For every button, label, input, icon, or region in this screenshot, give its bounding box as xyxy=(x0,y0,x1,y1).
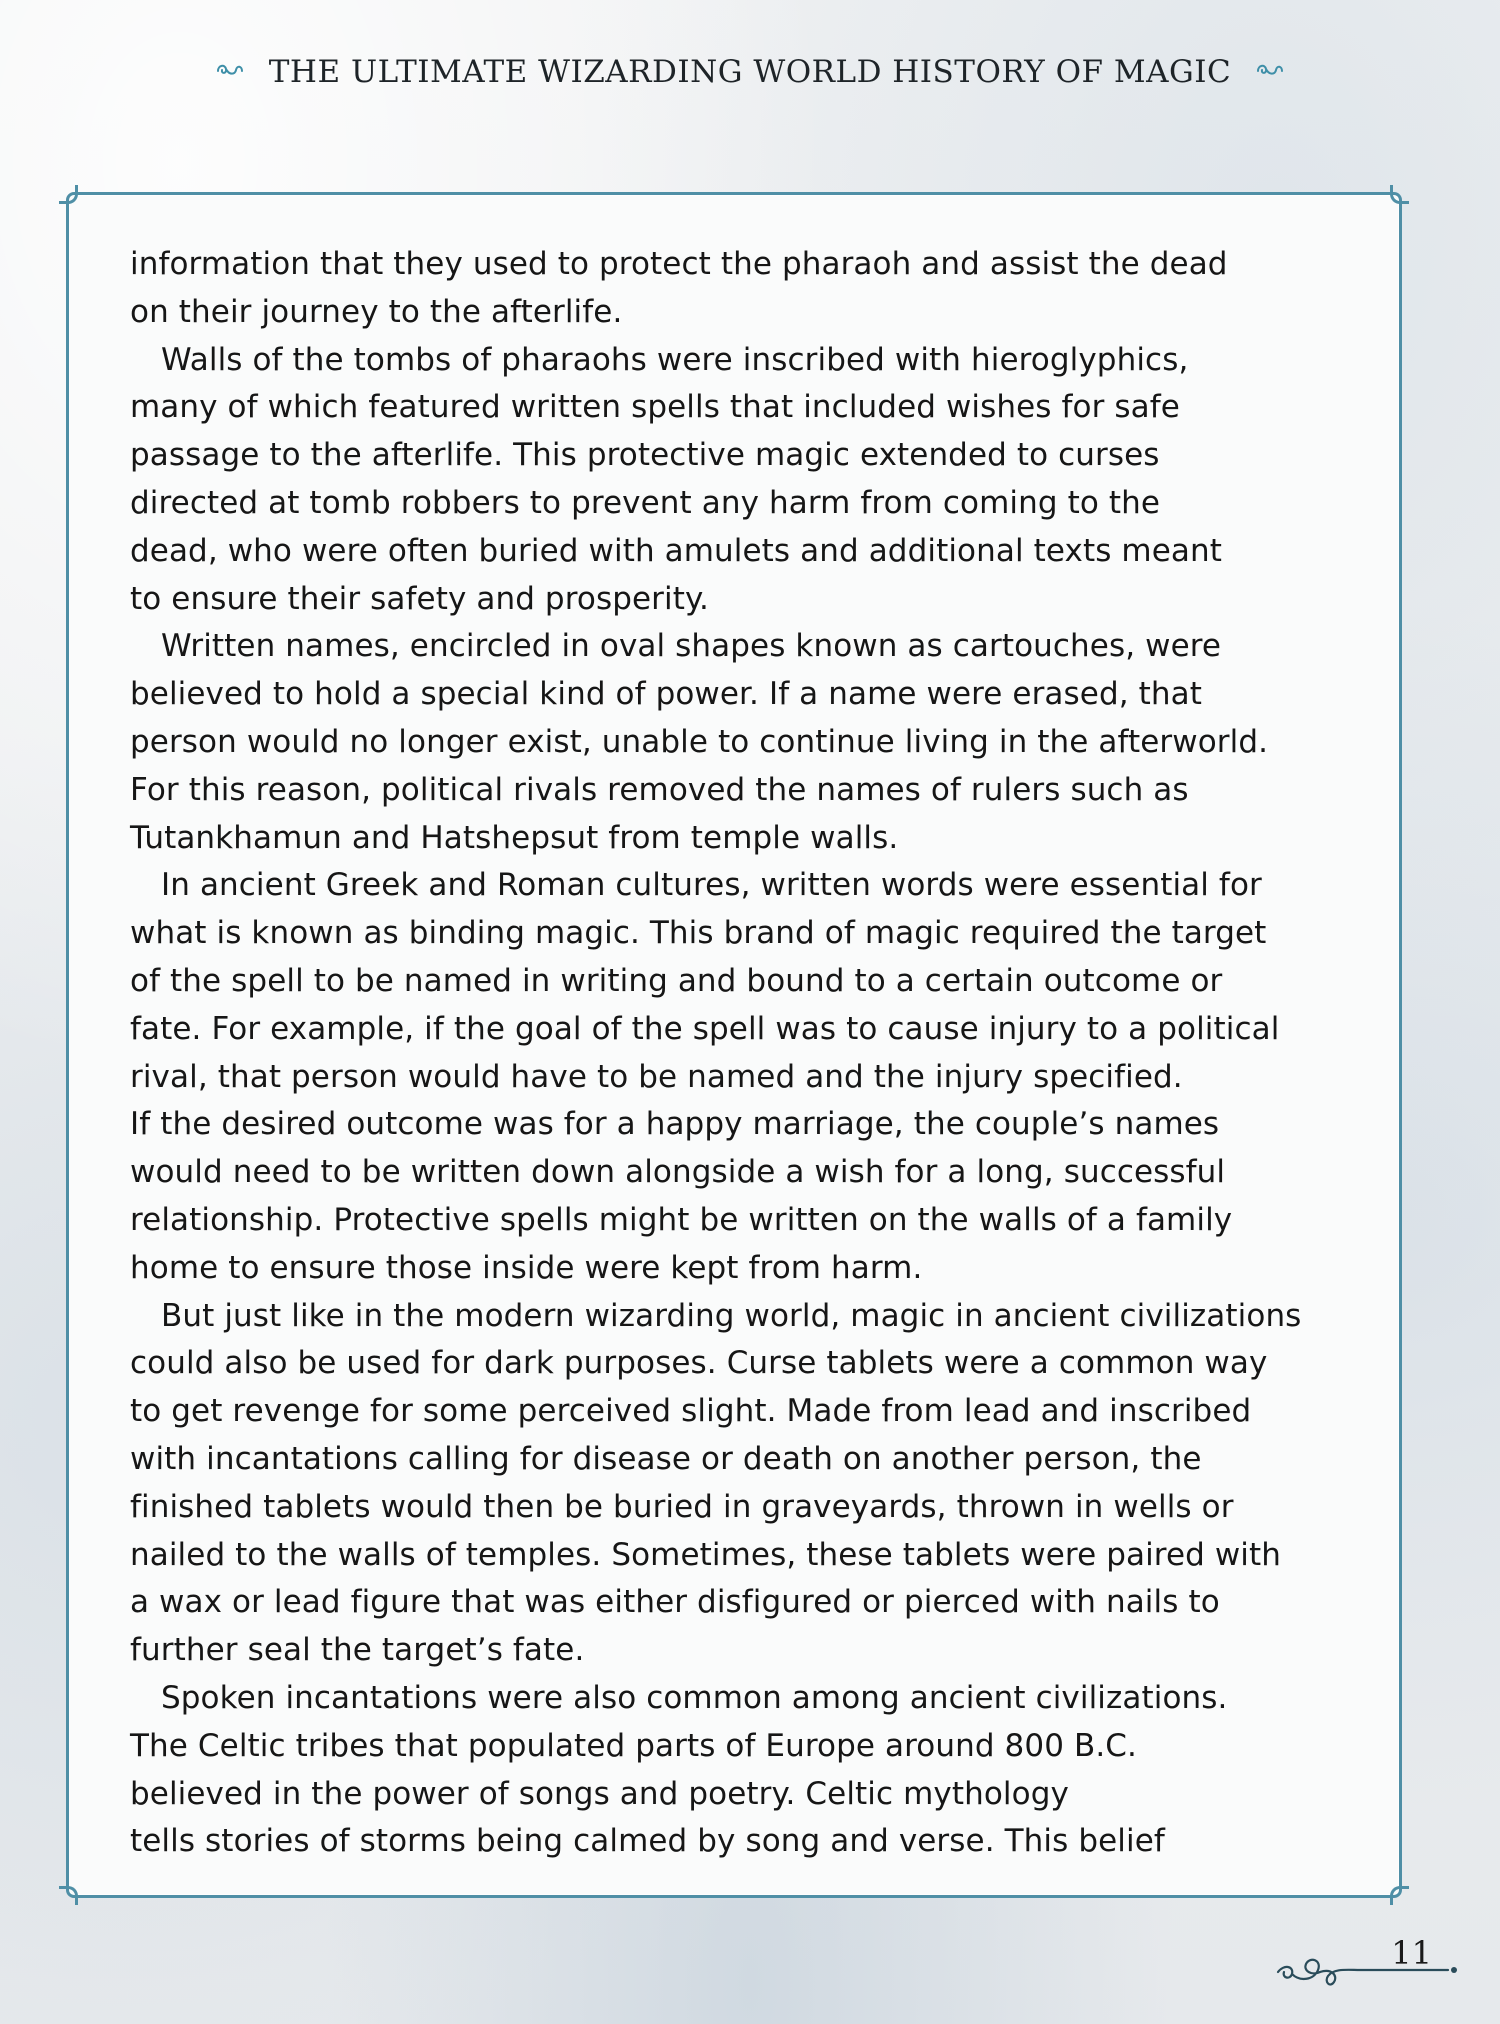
paragraph-first-line: But just like in the modern wizarding world, magic in ancient civilizations xyxy=(161,1297,1302,1334)
text-line: finished tablets would then be buried in graveyards, thrown in wells or xyxy=(130,1488,1234,1525)
frame-corner xyxy=(1390,185,1409,204)
text-line: The Celtic tribes that populated parts of Europe around 800 B.C. xyxy=(130,1727,1137,1764)
page-number: 11 xyxy=(1391,1934,1432,1972)
flourish-icon xyxy=(1270,1926,1470,1998)
frame-corner xyxy=(1390,1886,1409,1905)
text-line: on their journey to the afterlife. xyxy=(130,293,623,330)
text-line: passage to the afterlife. This protective magic extended to curses xyxy=(130,437,1160,474)
swirl-icon xyxy=(216,51,244,86)
text-line: could also be used for dark purposes. Curse tablets were a common way xyxy=(130,1345,1268,1382)
text-line: rival, that person would have to be named and the injury specified. xyxy=(130,1058,1183,1095)
page-footer xyxy=(1270,1926,1470,1998)
text-line: nailed to the walls of temples. Sometimes, these tablets were paired with xyxy=(130,1536,1282,1573)
text-line: believed in the power of songs and poetry. Celtic mythology xyxy=(130,1775,1069,1812)
text-line: with incantations calling for disease or death on another person, the xyxy=(130,1440,1202,1477)
frame-corner xyxy=(59,1886,78,1905)
text-line: believed to hold a special kind of power. If a name were erased, that xyxy=(130,676,1202,713)
text-line: For this reason, political rivals removed the names of rulers such as xyxy=(130,771,1189,808)
text-line: of the spell to be named in writing and bound to a certain outcome or xyxy=(130,962,1223,999)
text-line: Tutankhamun and Hatshepsut from temple walls. xyxy=(130,819,899,856)
text-line: If the desired outcome was for a happy marriage, the couple’s names xyxy=(130,1106,1220,1143)
text-line: information that they used to protect the pharaoh and assist the dead xyxy=(130,246,1228,282)
text-line: many of which featured written spells that included wishes for safe xyxy=(130,389,1180,426)
body-text xyxy=(130,241,1370,1866)
text-line: dead, who were often buried with amulets and additional texts meant xyxy=(130,532,1222,569)
text-line: directed at tomb robbers to prevent any harm from coming to the xyxy=(130,484,1161,521)
text-line: relationship. Protective spells might be written on the walls of a family xyxy=(130,1201,1233,1238)
paragraph-first-line: Spoken incantations were also common among ancient civilizations. xyxy=(161,1679,1228,1716)
text-line: tells stories of storms being calmed by song and verse. This belief xyxy=(130,1823,1165,1860)
paragraph-first-line: Walls of the tombs of pharaohs were inscribed with hieroglyphics, xyxy=(161,341,1189,378)
running-header xyxy=(0,52,1500,90)
frame-corner xyxy=(59,185,78,204)
text-line: a wax or lead figure that was either disfigured or pierced with nails to xyxy=(130,1584,1220,1621)
text-line: to get revenge for some perceived slight. Made from lead and inscribed xyxy=(130,1393,1252,1430)
text-line: fate. For example, if the goal of the spell was to cause injury to a political xyxy=(130,1010,1280,1047)
text-line: would need to be written down alongside a wish for a long, successful xyxy=(130,1154,1226,1191)
book-title: THE ULTIMATE WIZARDING WORLD HISTORY OF MAGIC xyxy=(268,53,1232,90)
swirl-icon xyxy=(1256,51,1284,86)
paragraph-first-line: Written names, encircled in oval shapes known as cartouches, were xyxy=(161,628,1222,665)
paragraph-first-line: In ancient Greek and Roman cultures, written words were essential for xyxy=(161,867,1262,904)
text-line: home to ensure those inside were kept from harm. xyxy=(130,1249,923,1286)
text-line: person would no longer exist, unable to continue living in the afterworld. xyxy=(130,723,1269,760)
text-line: what is known as binding magic. This brand of magic required the target xyxy=(130,915,1267,952)
text-line: to ensure their safety and prosperity. xyxy=(130,580,709,617)
text-line: further seal the target’s fate. xyxy=(130,1632,585,1669)
